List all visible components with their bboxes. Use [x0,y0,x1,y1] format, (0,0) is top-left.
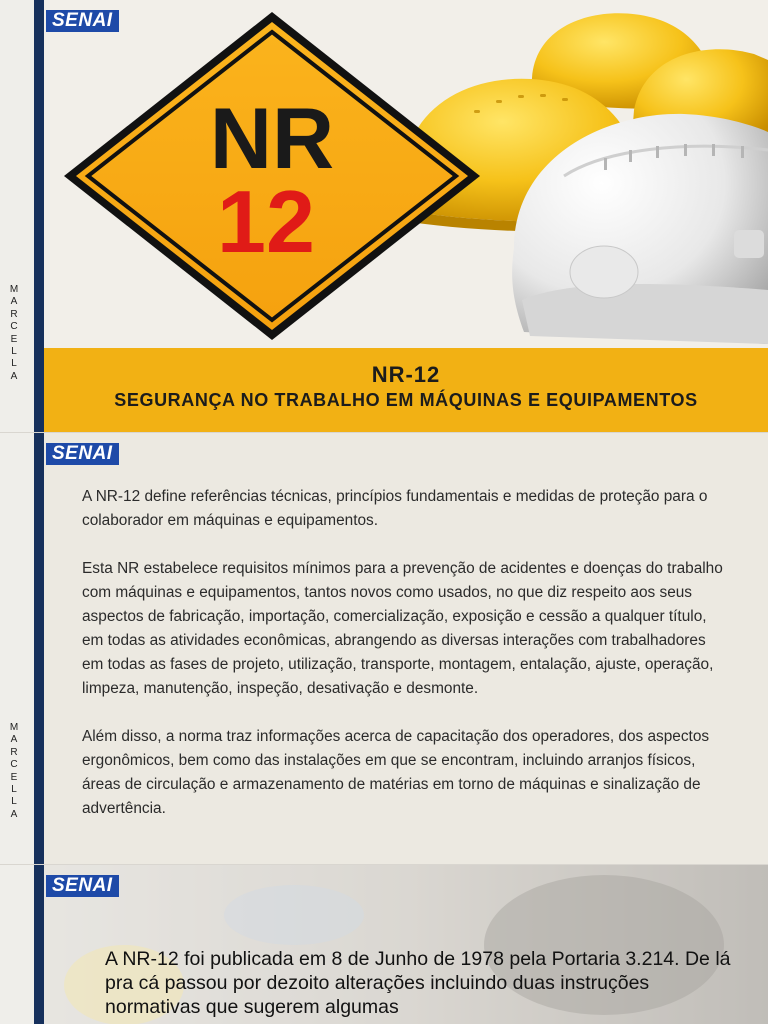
paragraph: Além disso, a norma traz informações acerca de capacitação dos operadores, dos aspectos ergonômicos, bem como das instalações em que se encontram, incluindo arranjos físicos, áreas de circulação e armazenamento de matérias em torno de máquinas e sinalização de advertência. [82,728,710,817]
side-band [0,433,35,864]
slide-1 [0,0,768,432]
banner-subtitle: SEGURANÇA NO TRABALHO EM MÁQUINAS E EQUIPAMENTOS [114,390,698,410]
side-band [0,865,35,1024]
senai-logo [46,10,128,32]
side-label: M A R C E L L A [9,284,19,382]
sign-12-text: 12 [217,172,315,271]
paragraph: A NR-12 define referências técnicas, princípios fundamentais e medidas de proteção para o colaborador em máquinas e equipamentos. [82,488,708,529]
senai-logo-text: SENAI [46,443,119,465]
slide-3 [0,865,768,1024]
nr12-sign [64,12,480,340]
sign-nr-text: NR [209,91,335,187]
paragraph: Esta NR estabelece requisitos mínimos para a prevenção de acidentes e doenças do trabalho com máquinas e equipamentos, tantos novos como usados, no que diz respeito aos seus aspectos de fabricação, importação, comercialização, exposição e cessão a qualquer título, em todas as atividades econômicas, abrangendo as diversas interações com trabalhadores em todas as fases de projeto, utilização, transporte, montagem, entalação, ajuste, operação, limpeza, manutenção, inspeção, desativação e desmonte. [82,560,723,697]
side-label: M A R C E L L A [9,722,19,820]
navy-stripe [34,865,44,1024]
side-band [0,0,35,432]
slide3-paragraph: A NR-12 foi publicada em 8 de Junho de 1978 pela Portaria 3.214. De lá pra cá passou por dezoito alterações incluindo duas instruções normativas que sugerem algumas [105,948,731,1018]
senai-logo [46,443,128,465]
navy-stripe [34,0,44,432]
hard-hats-illustration [44,0,768,348]
banner-title: NR-12 [371,362,441,387]
senai-logo-text: SENAI [46,10,119,32]
slide-2 [0,433,768,864]
senai-logo-text: SENAI [46,875,119,897]
slide-body-text [82,485,728,845]
navy-stripe [34,433,44,864]
title-banner [44,348,768,432]
senai-logo [46,875,128,897]
